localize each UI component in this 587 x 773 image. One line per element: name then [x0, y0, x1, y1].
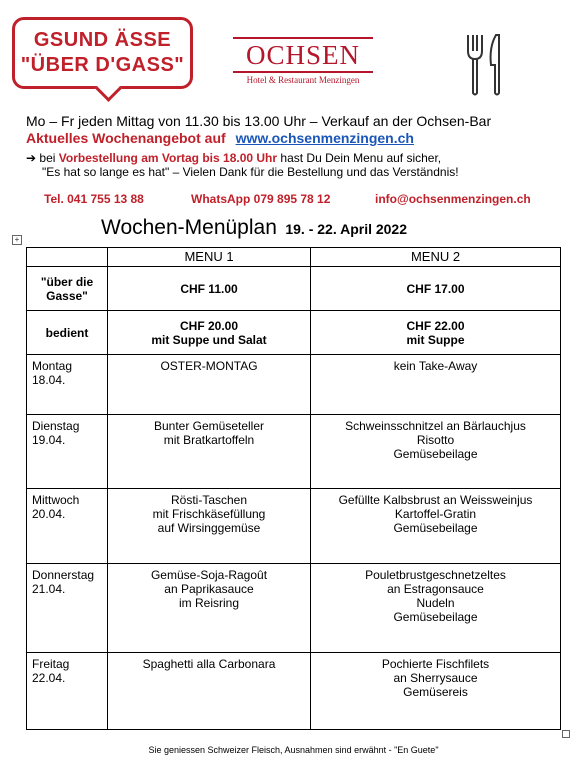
note-prefix: bei	[39, 151, 56, 165]
price-label: bedient	[27, 311, 108, 355]
weekly-offer-label: Aktuelles Wochenangebot auf	[26, 130, 226, 146]
menu1-cell: OSTER-MONTAG	[108, 355, 311, 415]
day-cell: Freitag 22.04.	[27, 653, 108, 730]
badge-line-2: "ÜBER D'GASS"	[20, 54, 185, 76]
menu2-cell: kein Take-Away	[311, 355, 561, 415]
day-cell: Donnerstag 21.04.	[27, 564, 108, 653]
menu2-cell: Gefüllte Kalbsbrust an Weissweinjus Kartoffel-Gratin Gemüsebeilage	[311, 489, 561, 564]
price-row-served	[27, 311, 561, 355]
logo-name: OCHSEN	[233, 37, 373, 73]
table-header-menu2: MENU 2	[311, 248, 561, 267]
plan-title	[101, 216, 407, 240]
table-row	[27, 489, 561, 564]
ochsen-logo	[233, 37, 373, 85]
menu1-cell: Rösti-Taschen mit Frischkäsefüllung auf Wirsinggemüse	[108, 489, 311, 564]
plan-title-text: Wochen-Menüplan	[101, 216, 277, 239]
price-menu2: CHF 17.00	[311, 267, 561, 311]
menu1-cell: Spaghetti alla Carbonara	[108, 653, 311, 730]
price-menu2: CHF 22.00 mit Suppe	[311, 311, 561, 355]
logo-subtitle: Hotel & Restaurant Menzingen	[246, 75, 360, 85]
day-cell: Montag 18.04.	[27, 355, 108, 415]
arrow-right-icon: ➔	[26, 151, 37, 165]
note-suffix: hast Du Dein Menu auf sicher,	[280, 151, 442, 165]
menu1-cell: Gemüse-Soja-Ragoût an Paprikasauce im Reisring	[108, 564, 311, 653]
note-highlight: Vorbestellung am Vortag bis 18.00 Uhr	[58, 151, 278, 165]
preorder-note-line-2: "Es hat so lange es hat" – Vielen Dank für die Bestellung und das Verständnis!	[42, 165, 459, 179]
whatsapp-number[interactable]: WhatsApp 079 895 78 12	[191, 192, 331, 206]
plan-dates: 19. - 22. April 2022	[285, 221, 408, 237]
table-move-handle-icon[interactable]: +	[12, 235, 22, 245]
day-cell: Mittwoch 20.04.	[27, 489, 108, 564]
menu2-cell: Pochierte Fischfilets an Sherrysauce Gemüsereis	[311, 653, 561, 730]
menu1-cell: Bunter Gemüseteller mit Bratkartoffeln	[108, 415, 311, 489]
weekly-offer-line	[26, 130, 414, 146]
preorder-note	[26, 151, 441, 165]
badge-line-1: GSUND ÄSSE	[33, 29, 172, 51]
footer-note: Sie geniessen Schweizer Fleisch, Ausnahmen sind erwähnt - "En Guete"	[148, 745, 439, 755]
website-link[interactable]: www.ochsenmenzingen.ch	[235, 130, 414, 146]
fork-knife-icon	[462, 33, 506, 97]
table-resize-handle-icon[interactable]	[562, 730, 570, 738]
table-header-menu1: MENU 1	[108, 248, 311, 267]
table-header-row	[27, 248, 561, 267]
price-label: "über die Gasse"	[27, 267, 108, 311]
opening-hours: Mo – Fr jeden Mittag von 11.30 bis 13.00 Uhr – Verkauf an der Ochsen-Bar	[26, 113, 492, 129]
menu2-cell: Schweinsschnitzel an Bärlauchjus Risotto Gemüsebeilage	[311, 415, 561, 489]
price-menu1: CHF 11.00	[108, 267, 311, 311]
table-header-corner	[27, 248, 108, 267]
table-row	[27, 415, 561, 489]
day-cell: Dienstag 19.04.	[27, 415, 108, 489]
email-address[interactable]: info@ochsenmenzingen.ch	[375, 192, 531, 206]
phone-number[interactable]: Tel. 041 755 13 88	[44, 192, 144, 206]
table-row	[27, 355, 561, 415]
menu2-cell: Pouletbrustgeschnetzeltes an Estragonsauce Nudeln Gemüsebeilage	[311, 564, 561, 653]
table-row	[27, 653, 561, 730]
table-row	[27, 564, 561, 653]
price-row-takeaway	[27, 267, 561, 311]
menu-table	[26, 247, 561, 730]
price-menu1: CHF 20.00 mit Suppe und Salat	[108, 311, 311, 355]
gsund-aesse-badge	[12, 17, 193, 89]
